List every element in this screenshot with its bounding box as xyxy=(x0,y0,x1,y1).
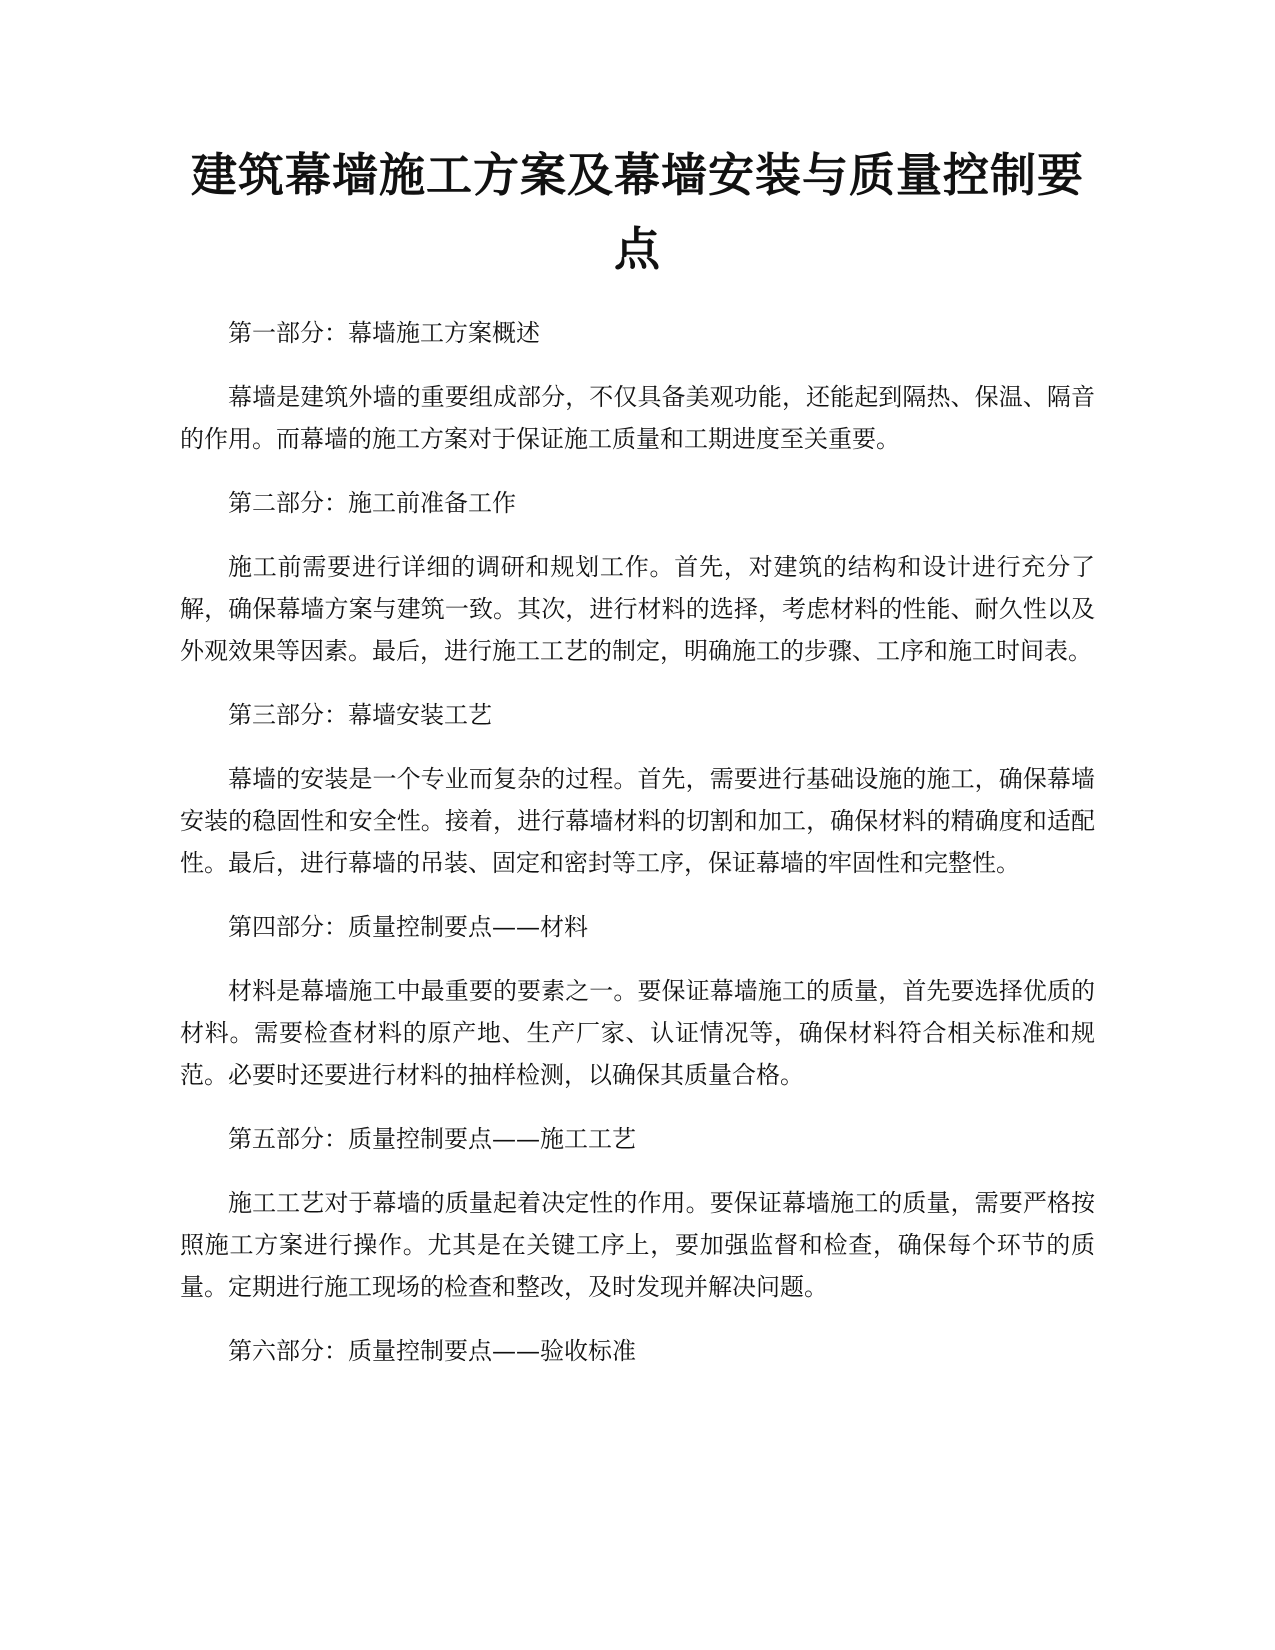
section-paragraph-2: 施工前需要进行详细的调研和规划工作。首先，对建筑的结构和设计进行充分了解，确保幕墙方案与建筑一致。其次，进行材料的选择，考虑材料的性能、耐久性以及外观效果等因素。最后，进行施工工艺的制定，明确施工的步骤、工序和施工时间表。 xyxy=(180,553,1095,665)
document-title xyxy=(180,138,1095,286)
section-heading-3: 第三部分：幕墙安装工艺 xyxy=(228,701,492,729)
section-paragraph-1: 幕墙是建筑外墙的重要组成部分，不仅具备美观功能，还能起到隔热、保温、隔音的作用。而幕墙的施工方案对于保证施工质量和工期进度至关重要。 xyxy=(180,383,1095,453)
document-body xyxy=(180,312,1095,1372)
section-heading-4: 第四部分：质量控制要点——材料 xyxy=(228,913,588,941)
section-paragraph-4: 材料是幕墙施工中最重要的要素之一。要保证幕墙施工的质量，首先要选择优质的材料。需要检查材料的原产地、生产厂家、认证情况等，确保材料符合相关标准和规范。必要时还要进行材料的抽样检测，以确保其质量合格。 xyxy=(180,977,1095,1089)
section-paragraph-3: 幕墙的安装是一个专业而复杂的过程。首先，需要进行基础设施的施工，确保幕墙安装的稳固性和安全性。接着，进行幕墙材料的切割和加工，确保材料的精确度和适配性。最后，进行幕墙的吊装、固定和密封等工序，保证幕墙的牢固性和完整性。 xyxy=(180,765,1095,877)
section-heading-2: 第二部分：施工前准备工作 xyxy=(228,489,516,517)
section-heading-5: 第五部分：质量控制要点——施工工艺 xyxy=(228,1125,636,1153)
title-line-2: 点 xyxy=(614,222,661,276)
section-heading-1: 第一部分：幕墙施工方案概述 xyxy=(228,319,540,347)
document-page xyxy=(180,138,1095,1394)
section-heading-6: 第六部分：质量控制要点——验收标准 xyxy=(228,1337,636,1365)
title-line-1: 建筑幕墙施工方案及幕墙安装与质量控制要 xyxy=(191,148,1084,202)
section-paragraph-5: 施工工艺对于幕墙的质量起着决定性的作用。要保证幕墙施工的质量，需要严格按照施工方案进行操作。尤其是在关键工序上，要加强监督和检查，确保每个环节的质量。定期进行施工现场的检查和整改，及时发现并解决问题。 xyxy=(180,1189,1095,1301)
